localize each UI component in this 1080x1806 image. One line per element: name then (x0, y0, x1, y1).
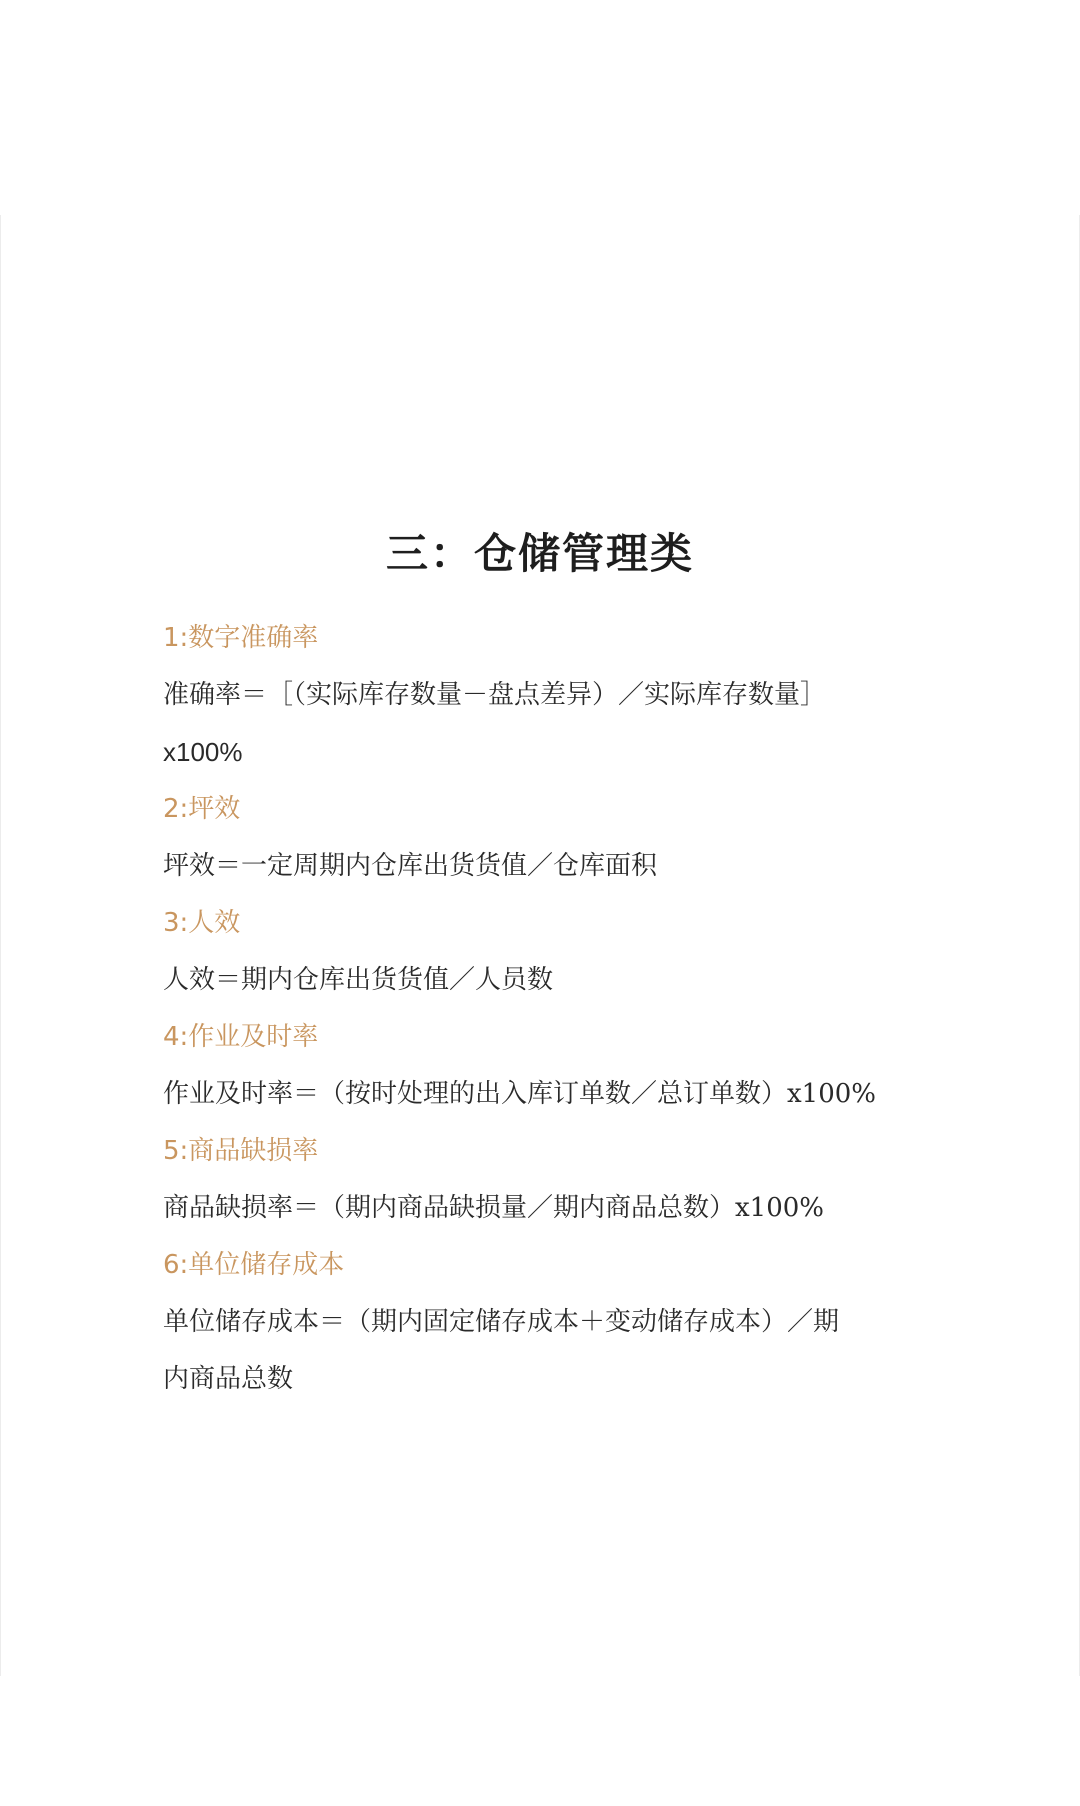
metric-heading: 1:数字准确率 (163, 623, 319, 653)
metric-item-on-time-rate (163, 1009, 923, 1123)
page-title: 三：仓储管理类 (385, 529, 694, 579)
metric-formula: 准确率＝［（实际库存数量－盘点差异）／实际库存数量］ (163, 680, 827, 710)
metric-item-floor-efficiency (163, 781, 923, 895)
metric-formula: 单位储存成本＝（期内固定储存成本＋变动储存成本）／期 (163, 1307, 840, 1337)
metric-item-accuracy (163, 610, 923, 781)
page-left-edge (0, 215, 1, 1676)
metric-heading: 3:人效 (163, 908, 241, 938)
metric-list (163, 610, 923, 1408)
metric-formula: 商品缺损率＝（期内商品缺损量／期内商品总数）x100% (163, 1193, 824, 1223)
metric-heading: 5:商品缺损率 (163, 1136, 319, 1166)
metric-heading: 2:坪效 (163, 794, 241, 824)
metric-item-damage-rate (163, 1123, 923, 1237)
metric-formula-continued: x100% (163, 737, 243, 767)
metric-item-labor-efficiency (163, 895, 923, 1009)
metric-heading: 6:单位储存成本 (163, 1250, 345, 1280)
metric-formula: 坪效＝一定周期内仓库出货货值／仓库面积 (163, 851, 658, 881)
metric-formula-continued: 内商品总数 (163, 1364, 294, 1394)
metric-heading: 4:作业及时率 (163, 1022, 319, 1052)
metric-formula: 作业及时率＝（按时处理的出入库订单数／总订单数）x100% (163, 1079, 876, 1109)
metric-item-unit-storage-cost (163, 1237, 923, 1408)
metric-formula: 人效＝期内仓库出货货值／人员数 (163, 965, 554, 995)
